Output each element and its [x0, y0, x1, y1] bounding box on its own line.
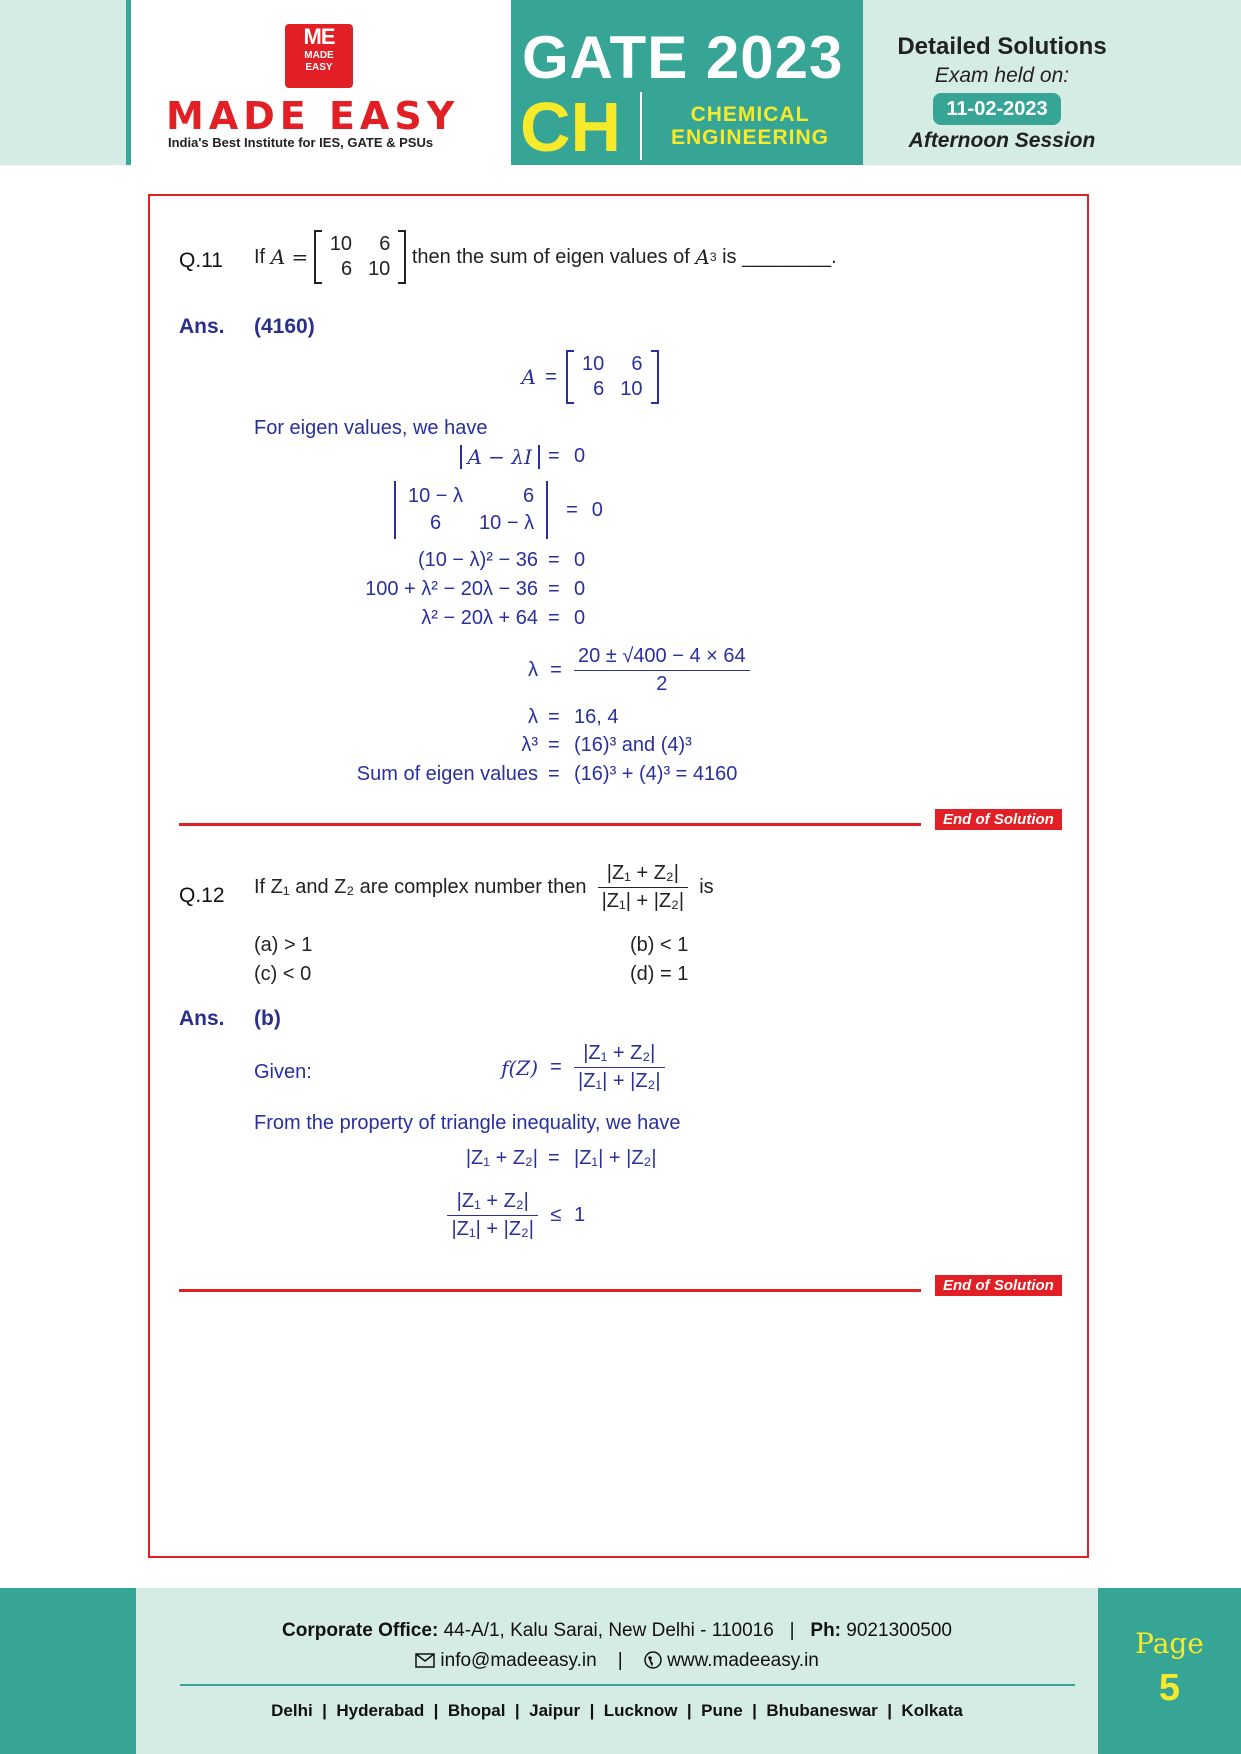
inequality-rhs: |Z₁| + |Z₂|	[574, 1147, 657, 1169]
det-cell: 6	[429, 512, 442, 534]
separator: |	[617, 1650, 623, 1671]
logo-tagline: India's Best Institute for IES, GATE & PSUs	[168, 135, 434, 150]
function-lhs: f(Z)	[501, 1055, 538, 1080]
det-expression: A − λI	[460, 445, 541, 469]
answer-value: (b)	[254, 1007, 281, 1030]
matrix-cell: 10	[368, 258, 391, 280]
expansion-line-1	[300, 549, 600, 575]
option-c: (c) < 0	[254, 963, 312, 985]
solution-step-matrix	[500, 350, 700, 404]
lambda-symbol: λ	[528, 659, 538, 681]
zero: 0	[574, 549, 586, 571]
exam-title: GATE 2023	[522, 24, 844, 91]
solution-intro: For eigen values, we have	[254, 417, 488, 439]
determinant-matrix	[394, 481, 548, 539]
footer-left-band	[0, 1588, 136, 1754]
fraction-numerator: |Z₁ + Z₂|	[574, 1042, 665, 1068]
corp-address: 44-A/1, Kalu Sarai, New Delhi - 110016	[443, 1620, 774, 1641]
fraction-denominator: |Z₁| + |Z₂|	[601, 890, 685, 912]
end-of-solution-line	[179, 1289, 921, 1292]
branch-name	[650, 103, 850, 149]
expansion-line-2	[300, 578, 600, 604]
page-number: 5	[1158, 1667, 1181, 1709]
matrix-cell: 10	[329, 233, 353, 255]
function-fraction	[574, 1042, 665, 1093]
logo-wordmark: MADE EASY	[166, 94, 460, 138]
expansion-lhs: (10 − λ)² − 36	[417, 549, 538, 571]
website-link[interactable]: www.madeeasy.in	[667, 1650, 819, 1671]
ratio-fraction	[447, 1190, 538, 1241]
quadratic-formula	[300, 645, 800, 696]
page-label: Page	[1135, 1627, 1204, 1660]
sum-value: (16)³ + (4)³ = 4160	[574, 763, 738, 785]
matrix-lhs: A	[521, 365, 536, 389]
option-a: (a) > 1	[254, 934, 313, 956]
email-link[interactable]: info@madeeasy.in	[440, 1650, 597, 1671]
det-cell: 6	[522, 485, 535, 507]
sum-line	[300, 763, 800, 789]
equals-sign: =	[548, 607, 560, 629]
fraction-denominator: |Z₁| + |Z₂|	[451, 1218, 534, 1240]
expansion-line-3	[300, 607, 600, 633]
roots-line	[300, 706, 700, 732]
email-icon	[415, 1653, 435, 1668]
detailed-solutions-heading: Detailed Solutions	[897, 33, 1107, 60]
end-of-solution-badge: End of Solution	[935, 809, 1062, 830]
q11-power: 3	[709, 250, 717, 264]
header-left-band	[0, 0, 126, 165]
equals-sign: =	[566, 498, 578, 521]
globe-icon	[644, 1651, 662, 1669]
fraction-numerator: |Z₁ + Z₂|	[447, 1190, 538, 1216]
less-equal-sign: ≤	[550, 1204, 562, 1226]
equals-sign: =	[550, 659, 562, 681]
matrix-cell: 10	[620, 378, 643, 400]
branch-name-line2: ENGINEERING	[670, 126, 830, 149]
solution-matrix	[566, 350, 659, 404]
ratio-fraction-wrap	[300, 1190, 538, 1241]
option-b: (b) < 1	[630, 934, 689, 956]
quadratic-fraction	[574, 645, 750, 696]
fraction-numerator: |Z₁ + Z₂|	[598, 862, 689, 888]
question-number: Q.12	[179, 884, 225, 907]
separator: |	[789, 1620, 795, 1641]
equals-sign: =	[548, 734, 560, 756]
fraction-numerator: 20 ± √400 − 4 × 64	[574, 645, 750, 671]
triangle-inequality	[300, 1147, 700, 1175]
given-label: Given:	[254, 1061, 312, 1083]
city-list: Delhi | Hyderabad | Bhopal | Jaipur | Lucknow | Pune | Bhubaneswar | Kolkata	[271, 1701, 963, 1720]
matrix-cell: 6	[379, 233, 391, 255]
matrix-cell: 10	[582, 353, 605, 375]
fraction-denominator: 2	[656, 673, 668, 695]
branch-divider	[640, 92, 642, 160]
matrix-cell: 6	[631, 353, 643, 375]
footer-divider	[180, 1684, 1075, 1686]
q11-if: If	[254, 245, 266, 268]
expansion-lhs: λ² − 20λ + 64	[421, 607, 538, 629]
q12-is: is	[699, 876, 714, 898]
one: 1	[574, 1204, 586, 1226]
end-of-solution-badge: End of Solution	[935, 1275, 1062, 1296]
ratio-inequality	[300, 1190, 700, 1241]
question-text	[254, 862, 714, 913]
cubes-line	[300, 734, 750, 760]
answer-label: Ans.	[179, 1007, 225, 1030]
matrix-cell: 6	[340, 258, 353, 280]
option-d: (d) = 1	[630, 963, 689, 985]
made-easy-logo-icon: ME MADE EASY	[285, 24, 353, 88]
lambda-cubed: λ³	[521, 734, 538, 756]
q12-text: If Z₁ and Z₂ are complex number then	[254, 876, 587, 898]
equals-sign: =	[545, 365, 557, 388]
roots-value: 16, 4	[574, 706, 619, 728]
cubes-value: (16)³ and (4)³	[574, 734, 692, 756]
det-cell: 10 − λ	[408, 485, 464, 507]
equals-sign: =	[548, 706, 560, 728]
fraction-denominator: |Z₁| + |Z₂|	[578, 1070, 661, 1092]
inequality-lhs: |Z₁ + Z₂|	[465, 1147, 538, 1169]
phone-label: Ph:	[810, 1620, 842, 1641]
equals-sign: =	[548, 578, 560, 600]
zero: 0	[591, 498, 603, 521]
equals-sign: =	[548, 549, 560, 571]
expansion-lhs: 100 + λ² − 20λ − 36	[365, 578, 538, 600]
zero: 0	[574, 578, 586, 600]
session-label: Afternoon Session	[908, 129, 1096, 152]
branch-name-line1: CHEMICAL	[690, 103, 810, 126]
equals-sign: =	[548, 763, 560, 785]
q11-matrix-label: A =	[270, 245, 309, 269]
answer-label: Ans.	[179, 315, 225, 338]
property-text: From the property of triangle inequality, we have	[254, 1112, 681, 1134]
matrix-cell: 6	[593, 378, 605, 400]
zero: 0	[574, 445, 586, 467]
corporate-office	[136, 1620, 1098, 1642]
exam-held-label: Exam held on:	[934, 64, 1070, 87]
zero: 0	[574, 607, 586, 629]
branch-code: CH	[520, 88, 622, 166]
lambda-symbol: λ	[528, 706, 538, 728]
det-cell: 10 − λ	[479, 512, 535, 534]
corp-label: Corporate Office:	[282, 1620, 439, 1641]
q11-text: then the sum of eigen values of	[411, 245, 690, 268]
contact-line	[136, 1650, 1098, 1672]
q11-power-var: A	[695, 245, 710, 269]
sum-label: Sum of eigen values	[356, 763, 538, 785]
question-text	[254, 230, 837, 284]
equals-sign: =	[548, 445, 560, 467]
q11-text-is: is ________.	[722, 245, 837, 268]
end-of-solution-line	[179, 823, 921, 826]
question-number: Q.11	[179, 249, 223, 272]
phone-number: 9021300500	[846, 1620, 952, 1641]
q11-matrix	[314, 230, 407, 284]
answer-value: (4160)	[254, 315, 315, 338]
equals-sign: =	[548, 1147, 560, 1169]
q12-fraction	[598, 862, 689, 913]
given-function	[300, 1042, 700, 1093]
exam-date-badge: 11-02-2023	[933, 93, 1061, 125]
equals-sign: =	[550, 1056, 562, 1078]
determinant-step	[394, 481, 603, 539]
